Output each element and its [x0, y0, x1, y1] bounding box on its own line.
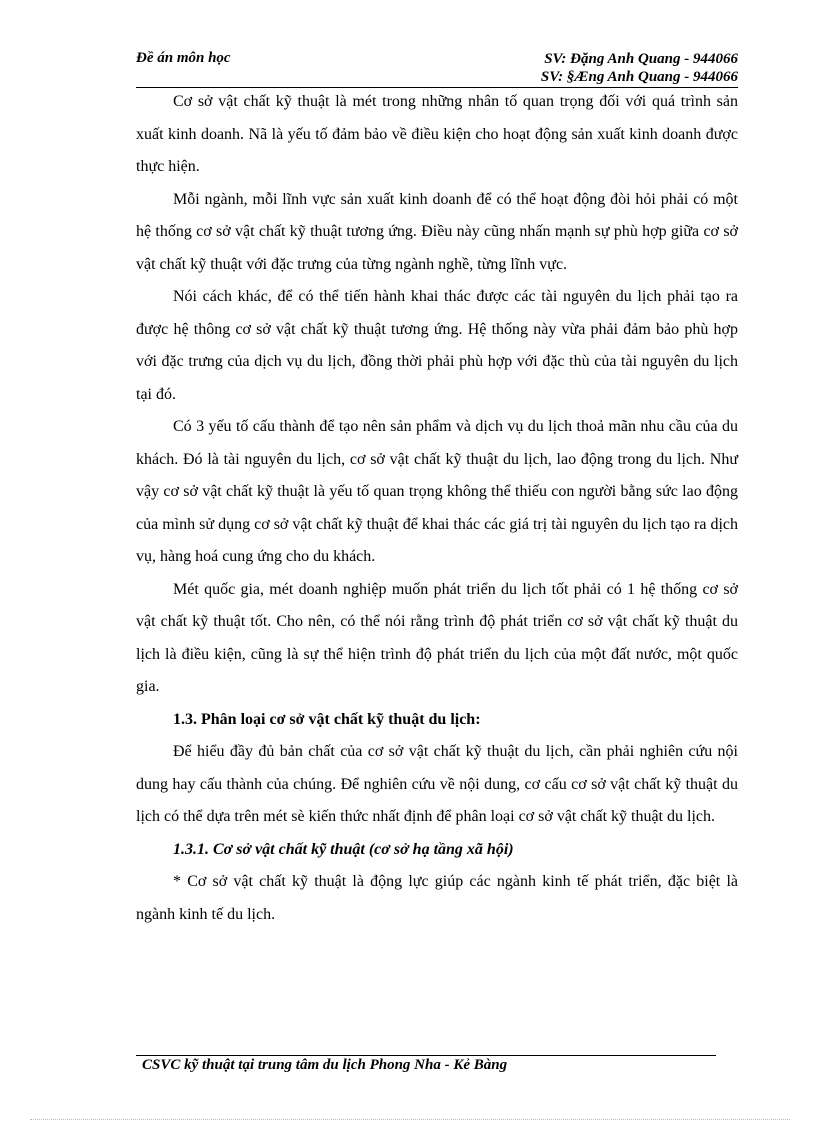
header-student-line-1: SV: Đặng Anh Quang - 944066 — [544, 51, 738, 67]
paragraph-2: Mỗi ngành, mỗi lĩnh vực sản xuất kinh doanh để có thể hoạt động đòi hỏi phải có một hệ thống cơ sở vật chất kỹ thuật tương ứng. Điều này cũng nhấn mạnh sự phù hợp giữa cơ sở vật chất kỹ thuật với đặc trưng của từng ngành nghề, từng lĩnh vực. — [136, 190, 738, 273]
header-student-info — [541, 50, 738, 86]
subsection-heading-1-3-1: 1.3.1. Cơ sở vật chất kỹ thuật (cơ sở hạ tầng xã hội) — [173, 840, 514, 858]
page-bottom-border — [30, 1119, 790, 1120]
footer-title: CSVC kỹ thuật tại trung tâm du lịch Phong Nha - Kẻ Bàng — [142, 1057, 508, 1073]
section-heading-1-3: 1.3. Phân loại cơ sở vật chất kỹ thuật du lịch: — [173, 710, 481, 728]
document-body — [136, 86, 738, 931]
header-student-line-2: SV: §Æng Anh Quang - 944066 — [540, 69, 738, 85]
paragraph-4: Có 3 yếu tố cấu thành để tạo nên sản phẩm và dịch vụ du lịch thoả mãn nhu cầu của du khách. Đó là tài nguyên du lịch, cơ sở vật chất kỹ thuật du lịch, lao động trong du lịch. Như vậy cơ sở vật chất kỹ thuật là yếu tố quan trọng không thể thiếu con người bằng sức lao động của mình sử dụng cơ sở vật chất kỹ thuật để khai thác các giá trị tài nguyên du lịch tạo ra dịch vụ, hàng hoá cung ứng cho du khách. — [136, 418, 738, 565]
header-course-title: Đề án môn học — [136, 50, 231, 66]
paragraph-6: Để hiểu đầy đủ bản chất của cơ sở vật chất kỹ thuật du lịch, cần phải nghiên cứu nội dung hay cấu thành của chúng. Để nghiên cứu về nội dung, cơ cấu cơ sở vật chất kỹ thuật du lịch có thể dựa trên mét sè kiến thức nhất định để phân loại cơ sở vật chất kỹ thuật du lịch. — [136, 743, 738, 825]
paragraph-7: * Cơ sở vật chất kỹ thuật là động lực giúp các ngành kinh tế phát triển, đặc biệt là ngành kinh tế du lịch. — [136, 873, 738, 923]
paragraph-5: Mét quốc gia, mét doanh nghiệp muốn phát triển du lịch tốt phải có 1 hệ thống cơ sở vật chất kỹ thuật tốt. Cho nên, có thể nói rằng trình độ phát triển cơ sở vật chất kỹ thuật du lịch là điều kiện, cũng là sự thể hiện trình độ phát triển du lịch của một đất nước, một quốc gia. — [136, 580, 738, 695]
paragraph-1: Cơ sở vật chất kỹ thuật là mét trong những nhân tố quan trọng đối với quá trình sản xuất kinh doanh. Nã là yếu tố đảm bảo về điều kiện cho hoạt động sản xuất kinh doanh được thực hiện. — [136, 93, 738, 175]
paragraph-3: Nói cách khác, để có thể tiến hành khai thác được các tài nguyên du lịch phải tạo ra được hệ thông cơ sở vật chất kỹ thuật tương ứng. Hệ thống này vừa phải đảm bảo phù hợp với đặc trưng của dịch vụ du lịch, đồng thời phải phù hợp với đặc thù của tài nguyên du lịch tại đó. — [136, 288, 738, 403]
footer-divider — [136, 1055, 716, 1056]
